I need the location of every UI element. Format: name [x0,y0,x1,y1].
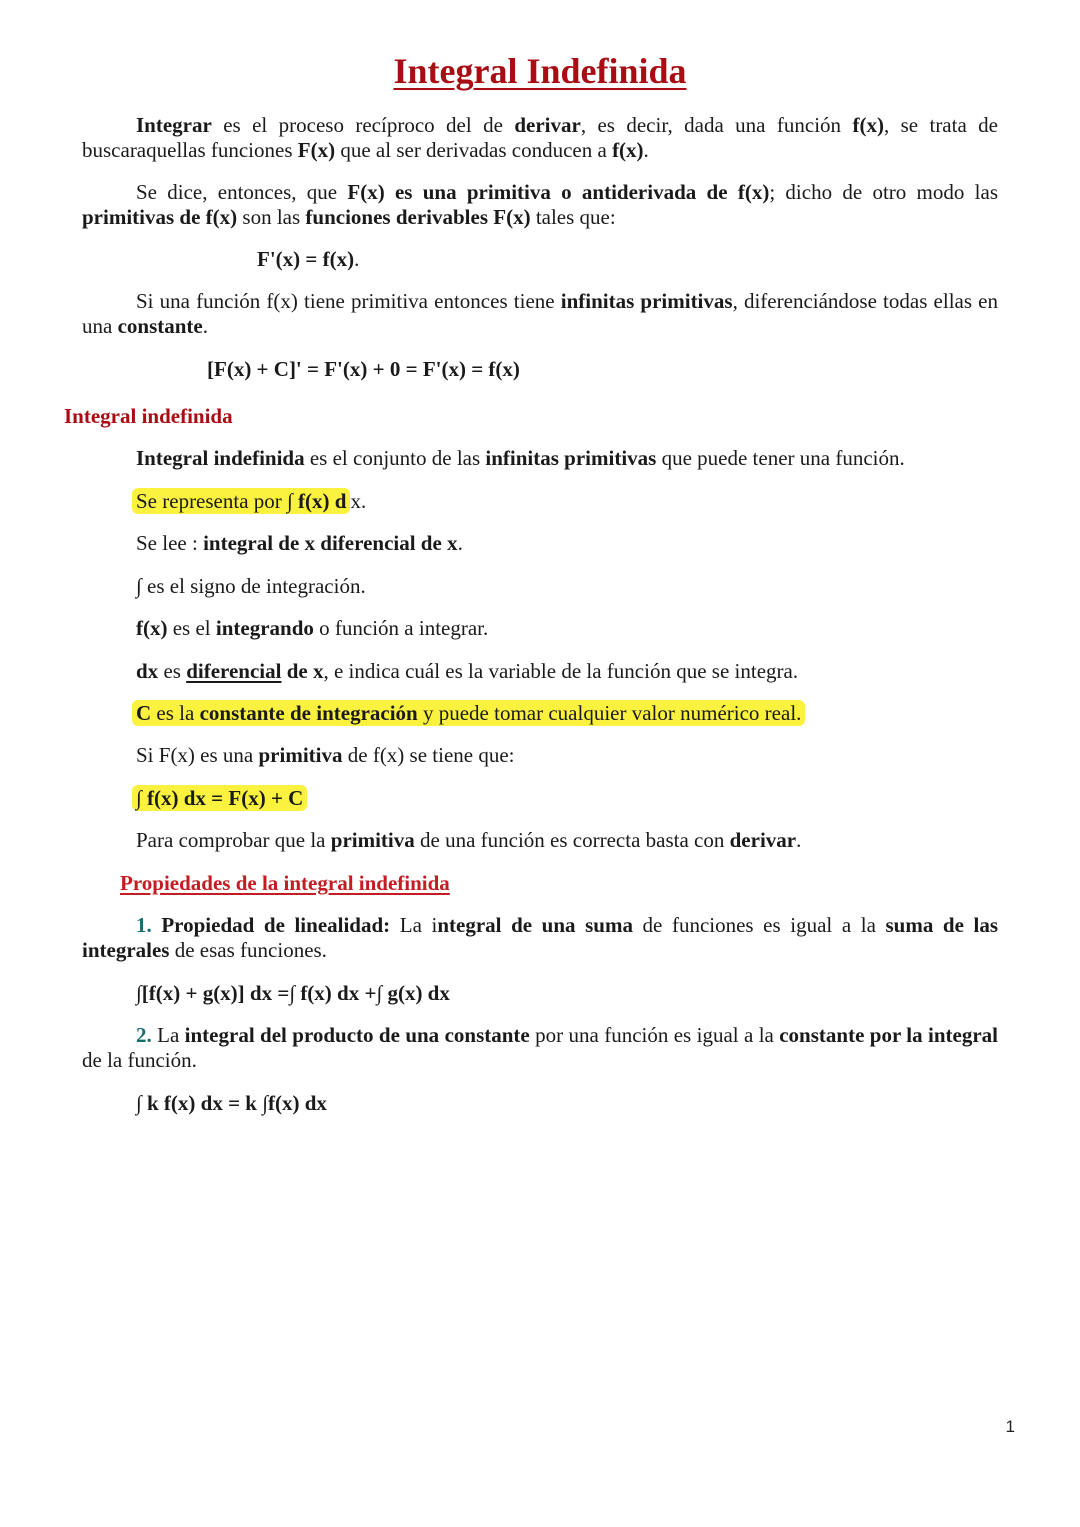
text-span: integral del producto de una constante [184,1023,530,1047]
intro-paragraph-3 [82,289,998,339]
text-span: f(x) [205,205,238,229]
text-span: suma de las integrales [82,913,999,962]
text-span: derivar [514,113,581,137]
text-span: son las [237,205,306,229]
text-span: F'(x) = f(x) [257,247,355,271]
text-span: diferencial [186,659,282,683]
text-span: C [136,701,152,725]
text-span: Se lee : [136,531,204,555]
text-span: integrando [215,616,314,640]
text-span: ∫ f(x) d [287,489,347,513]
text-span: es una primitiva o antiderivada de [384,180,738,204]
intro-paragraph-2 [82,180,998,230]
text-span: integral de x diferencial de x [203,531,458,555]
text-span: de una función es correcta basta con [414,828,730,852]
text-span: de x [281,659,324,683]
text-span: La i [390,913,438,937]
text-span: infinitas primitivas [560,289,733,313]
text-span: F(x) [347,180,385,204]
text-span: es [158,659,187,683]
highlight [132,700,805,726]
text-span: es el [167,616,216,640]
text-span: ; dicho de otro modo las [769,180,998,204]
text-span: , es decir, dada una función [580,113,853,137]
text-span: f(x) [612,138,644,162]
text-span: y puede tomar cualquier valor numérico real. [417,701,802,725]
text-span: F(x) [297,138,336,162]
text-span: f(x) [852,113,884,137]
text-span: por una función es igual a la [529,1023,780,1047]
page-title: Integral Indefinida [393,51,687,91]
text-span: que puede tener una función. [656,446,905,470]
constant-product-formula: ∫ k f(x) dx = k ∫f(x) dx [136,1091,327,1115]
text-span: ∫ [136,574,142,598]
text-span: derivar [729,828,797,852]
text-span: primitiva [330,828,415,852]
property-1-paragraph [82,913,998,963]
text-span: f(x) [136,616,168,640]
text-span: Para comprobar que la [136,828,331,852]
text-span: constante [117,314,203,338]
text-span: primitivas de [82,205,206,229]
text-span: infinitas primitivas [485,446,657,470]
representation-line [136,489,366,514]
page-number: 1 [1005,1417,1015,1436]
text-span: f(x) [737,180,770,204]
text-span: . [360,489,367,513]
text-span: es la [151,701,200,725]
indefinite-integral-formula [136,786,307,811]
text-span: La [151,1023,185,1047]
list-number: 2. [136,1023,152,1047]
text-span: es el signo de integración. [141,574,366,598]
highlight [132,488,350,514]
derivative-formula [257,247,359,272]
text-span: constante de integración [199,701,418,725]
text-span: tales que: [530,205,616,229]
text-span: . [354,247,360,271]
text-span: , se trata de buscaraquellas funciones [82,113,999,162]
text-span: . [796,828,802,852]
text-span: Se dice, entonces, que [136,180,348,204]
constant-line [136,701,805,726]
primitive-line [136,743,515,768]
definition-line [136,446,905,471]
text-span: es el conjunto de las [304,446,486,470]
differential-line [136,659,798,684]
integral-sign-line [136,574,366,599]
text-span: primitiva [258,743,343,767]
text-span: Se representa por [136,489,288,513]
text-span: de la función. [82,1048,197,1072]
reading-line [136,531,463,556]
text-span: de f(x) se tiene que: [342,743,515,767]
constant-formula: [F(x) + C]' = F'(x) + 0 = F'(x) = f(x) [207,357,520,381]
integrand-line [136,616,488,641]
linearity-formula: ∫[f(x) + g(x)] dx =∫ f(x) dx +∫ g(x) dx [136,981,450,1005]
text-span: funciones derivables F(x) [305,205,531,229]
text-span: . [457,531,463,555]
text-span: Integrar [136,113,212,137]
text-span: . [643,138,649,162]
text-span: que al ser derivadas conducen a [335,138,613,162]
property-2-paragraph [82,1023,998,1073]
text-span: de esas funciones. [169,938,327,962]
text-span: . [202,314,208,338]
text-span: Propiedad de linealidad: [151,913,391,937]
text-span: constante por la integral [779,1023,998,1047]
text-span: Integral indefinida [136,446,305,470]
text-span: o función a integrar. [313,616,489,640]
text-span: de funciones es igual a la [632,913,886,937]
list-number: 1. [136,913,152,937]
text-span: Si una función f(x) tiene primitiva entonces tiene [136,289,561,313]
text-span: , e indica cuál es la variable de la función que se integra. [323,659,799,683]
intro-paragraph-1 [82,113,998,163]
check-line [136,828,801,853]
text-span: es el proceso recíproco del de [211,113,515,137]
text-span: ntegral de una suma [437,913,633,937]
text-span: , diferenciándose todas ellas en una [82,289,998,338]
text-span: x [350,489,361,513]
text-span: Si F(x) es una [136,743,259,767]
highlight: ∫ f(x) dx = F(x) + C [132,785,307,811]
properties-heading: Propiedades de la integral indefinida [120,871,450,895]
text-span: dx [136,659,159,683]
section-heading: Integral indefinida [64,404,233,428]
